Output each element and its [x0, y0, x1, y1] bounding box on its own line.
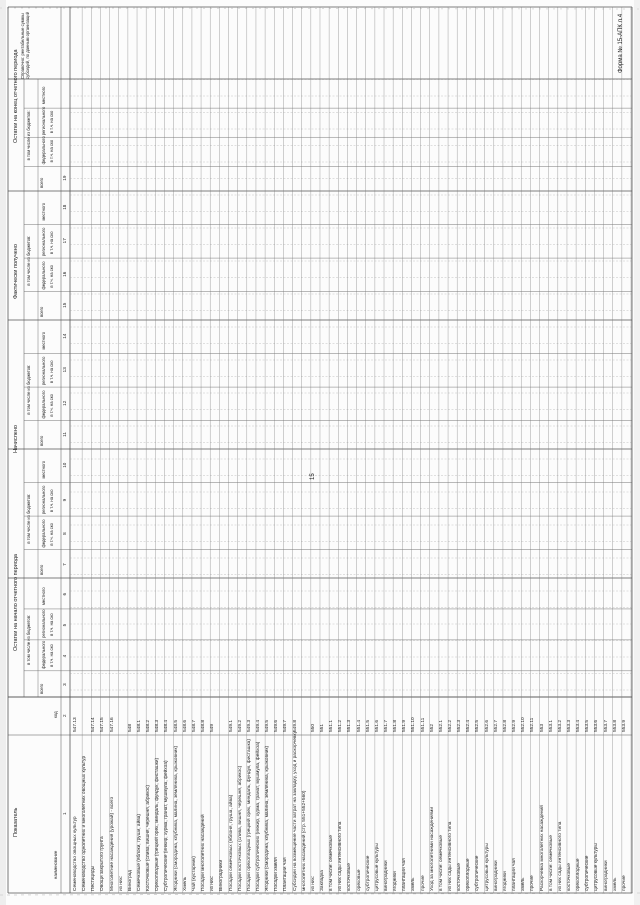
column-number: 1	[62, 812, 67, 815]
row-code: 548.8	[201, 719, 207, 732]
subheader-federal: федерального	[41, 519, 46, 548]
row-code: 548.4	[164, 719, 170, 732]
row-code: 549.3	[246, 719, 252, 732]
row-label: Косточковые (слива, вишня, черешня, абрикос)	[146, 784, 152, 891]
row-label: Посадки многолетних насаждений	[201, 814, 207, 891]
row-label: в том числе: семечковые	[548, 835, 554, 891]
row-label: цитрусовые культуры	[594, 843, 600, 891]
subheader-regional: регионального	[41, 227, 46, 257]
subheader-total: всего	[39, 435, 44, 446]
row-code: 551.6	[374, 719, 380, 732]
row-code: 553	[539, 723, 545, 732]
subheader-incl-co: в т.ч. на ско	[49, 139, 54, 163]
row-label: Ягодники (смородина, клубника, малина, земляника, крыжовник)	[265, 745, 271, 891]
subheader-federal: федерального	[41, 136, 46, 165]
subheader-incl-budgets: в том числе из бюджетов:	[26, 235, 31, 286]
row-label: Семеноводство овощных культур	[73, 816, 78, 891]
row-code: 548.6	[182, 719, 188, 732]
row-label: многолетних насаждений (стр. 551+552+560)	[301, 790, 307, 891]
row-code: 550	[310, 723, 316, 732]
subheader-incl-co: в т.ч. на ско	[49, 360, 54, 384]
subheader-local: местного	[41, 331, 46, 350]
row-code: 553.3	[566, 719, 572, 732]
column-number: 16	[62, 271, 67, 277]
subheader-incl-co: в т.ч. на ско	[49, 394, 54, 417]
subheader-incl-co: в т.ч. на ско	[49, 523, 54, 546]
row-label: субтропические	[585, 855, 591, 891]
column-number: 6	[62, 592, 67, 596]
subheader-regional: регионального	[41, 485, 46, 515]
row-code: 553.8	[612, 719, 618, 732]
row-code: 551	[319, 723, 325, 732]
row-label: Плантации чая	[283, 857, 289, 891]
column-number: 14	[62, 333, 67, 339]
column-number: 9	[62, 498, 67, 502]
column-number: 8	[62, 532, 67, 535]
row-label: Закладка	[319, 870, 325, 891]
row-code: 548.3	[155, 719, 161, 732]
row-code: 548.7	[191, 719, 197, 732]
subheader-incl-co: в т.ч. на ско	[49, 644, 54, 667]
row-code: 552.8	[502, 719, 508, 732]
subheader-local: местного	[41, 587, 46, 605]
row-code: 553.2	[557, 719, 563, 732]
row-code: 551.2	[338, 719, 344, 732]
row-code: 551.7	[384, 719, 390, 732]
row-code: 548.5	[173, 719, 179, 732]
row-label: хмель	[521, 877, 527, 891]
row-label: Раскорчевка многолетних насаждений	[539, 805, 545, 891]
form-title: Форма № 15-АПК л.4	[618, 13, 624, 73]
column-number: 2	[62, 714, 67, 717]
row-code: 548.1	[137, 719, 143, 732]
row-label: из них сады интенсивного типа	[448, 821, 454, 891]
header-balance-start: Остатки на начало отчетного периода	[13, 554, 19, 651]
row-code: 552.6	[484, 719, 490, 732]
row-code: 549.5	[265, 719, 271, 732]
column-number: 10	[62, 462, 67, 468]
row-label: Ягодники (смородина, клубника, малина, земляника, крыжовник)	[173, 745, 179, 891]
row-label: Овощи закрытого грунта	[100, 836, 106, 891]
row-code: 551.10	[411, 717, 417, 732]
row-code: 552.11	[530, 717, 536, 732]
row-label: Посадки орехоплодных (грецкий орех, миндаль, фундук, фисташка)	[246, 739, 252, 891]
subheader-total: всего	[39, 683, 44, 694]
row-label: прочие	[621, 875, 627, 891]
row-code: 553.9	[621, 719, 627, 732]
header-name: наименование	[53, 850, 58, 879]
row-label: виноградники	[384, 860, 390, 891]
row-label: из них:	[210, 875, 216, 891]
subheader-local: местного	[41, 460, 46, 479]
column-number: 5	[62, 623, 67, 627]
row-label: хмель	[612, 877, 618, 891]
row-code: 551.8	[393, 719, 399, 732]
row-label: косточковые	[347, 863, 353, 891]
column-number: 13	[62, 367, 67, 373]
row-label: Виноградники	[219, 859, 225, 891]
header-balance-end: Остатки на конец отчетного периода	[13, 49, 19, 143]
subheader-local: местного	[41, 86, 46, 105]
header-received: Фактически получено	[13, 244, 19, 299]
row-code: 551.1	[329, 719, 335, 732]
subheader-federal: федерального	[41, 390, 46, 419]
row-label: Пестициды	[91, 865, 97, 891]
subheader-local: местного	[41, 202, 46, 221]
row-label: Семеноводство однолетних и многолетних овощных культур	[82, 755, 88, 891]
row-label: Посадки косточковых (слива, вишня, черешня, абрикос)	[237, 765, 243, 891]
row-code: 549.6	[274, 719, 280, 732]
subheader-incl-budgets: в том числе из бюджетов:	[26, 364, 31, 415]
row-label: в том числе: семечковые	[438, 835, 444, 891]
row-code: 551.4	[356, 719, 362, 732]
row-label: Субсидии на возмещение части затрат на закладку, уход и раскорчевку	[292, 731, 298, 891]
header-indicator: Показатель	[13, 807, 19, 837]
subheader-incl-budgets: в том числе из бюджетов:	[26, 614, 31, 665]
row-label: хмель	[411, 877, 417, 891]
subheader-total: всего	[39, 177, 44, 188]
row-label: из них:	[118, 875, 124, 891]
row-label: Посадки хмеля	[274, 857, 280, 891]
row-code: 549.1	[228, 719, 234, 732]
row-label: субтропические	[365, 855, 371, 891]
subheader-total: всего	[39, 306, 44, 317]
row-label: ореховые	[356, 869, 362, 891]
row-label: Семечковые (яблоки, груши, айва)	[137, 813, 143, 891]
row-code: 547.14	[91, 717, 97, 732]
row-code: 552.5	[475, 719, 481, 732]
row-code: 552	[429, 723, 435, 732]
row-code: 551.11	[420, 717, 426, 732]
subheader-incl-budgets: в том числе из бюджетов:	[26, 110, 31, 161]
row-code: 553.6	[594, 719, 600, 732]
row-code: 552.10	[521, 717, 527, 732]
row-label: орехоплодные	[576, 858, 582, 891]
row-label: прочие	[530, 875, 536, 891]
row-code: 552.2	[448, 719, 454, 732]
column-number: 17	[62, 238, 67, 244]
subheader-total: всего	[39, 564, 44, 575]
column-number: 18	[62, 204, 67, 210]
row-code: 548.2	[146, 719, 152, 732]
subheader-regional: регионального	[41, 609, 46, 638]
row-label: субтропические	[475, 855, 481, 891]
column-number: 7	[62, 563, 67, 566]
row-code: 548	[127, 723, 133, 732]
row-label: косточковые	[457, 863, 463, 891]
subheader-federal: федерального	[41, 640, 46, 669]
column-number: 3	[62, 683, 67, 686]
column-number: 11	[62, 432, 67, 437]
subheader-incl-co: в т.ч. на ско	[49, 231, 54, 255]
row-code: 549	[210, 723, 216, 732]
page-number: 15	[310, 473, 316, 480]
row-code: 549.7	[283, 719, 289, 732]
row-label: плантации чая	[402, 858, 408, 891]
row-label: Чай (кустарник)	[191, 856, 197, 891]
row-label: Посадки семечковых (яблоня, груша, айва)	[228, 794, 234, 891]
row-label: Виноград	[127, 869, 133, 891]
row-label: Уход за многолетними насаждениями	[429, 807, 435, 891]
row-code: 553.1	[548, 719, 554, 732]
row-code: 547.16	[109, 717, 115, 732]
subheader-incl-co: в т.ч. на ско	[49, 110, 54, 134]
row-label: Посадки субтропических (инжир, хурма, гранат, мушмула, фейхоа)	[255, 741, 261, 891]
row-label: ягодники	[393, 871, 399, 891]
subheader-regional: регионального	[41, 356, 46, 386]
row-code: 547.13	[73, 717, 78, 732]
row-code: 551.3	[347, 719, 353, 732]
column-number: 12	[62, 400, 67, 406]
row-label: плантации чая	[512, 858, 518, 891]
row-label: из них:	[310, 875, 316, 891]
subheader-federal: федерального	[41, 261, 46, 290]
subheader-incl-co: в т.ч. на ско	[49, 265, 54, 288]
row-code: 549.4	[255, 719, 261, 732]
subheader-regional: регионального	[41, 106, 46, 136]
row-label: косточковые	[566, 863, 572, 891]
row-code: 553.4	[576, 719, 582, 732]
subheader-incl-co: в т.ч. на ско	[49, 489, 54, 513]
header-accrued: Начислено	[13, 425, 19, 453]
row-code: 552.9	[512, 719, 518, 732]
row-label: виноградники	[493, 860, 499, 891]
row-label: ягодники	[502, 871, 508, 891]
row-code: 552.4	[466, 719, 472, 732]
row-code: 551.5	[365, 719, 371, 732]
row-code: 553.7	[603, 719, 609, 732]
row-label: виноградники	[603, 860, 609, 891]
row-code: 552.1	[438, 719, 444, 732]
row-label: из них сады интенсивного типа	[557, 821, 563, 891]
row-label: Хмель	[182, 876, 188, 891]
row-label: из них сады интенсивного типа	[338, 821, 344, 891]
header-reference: Справочно: рентабельные суммы субсидий, по данным организаций	[20, 11, 31, 79]
row-label: Субтропические (инжир, хурма, гранат, мушмула, фейхоа)	[164, 760, 170, 891]
column-number: 15	[62, 302, 67, 308]
column-number: 4	[62, 654, 67, 658]
row-code: 549.2	[237, 719, 243, 732]
subheader-incl-budgets: в том числе из бюджетов:	[26, 493, 31, 544]
row-code: 553.5	[585, 719, 591, 732]
row-code: 552.7	[493, 719, 499, 732]
subheader-incl-co: в т.ч. на ско	[49, 613, 54, 636]
row-label: прочие	[420, 875, 426, 891]
header-code: код	[53, 711, 58, 718]
row-code: 552.3	[457, 719, 463, 732]
row-label: в том числе: семечковые	[329, 835, 335, 891]
row-label: Орехоплодные (грецкий орех, миндаль, фундук, фисташки)	[155, 757, 161, 891]
row-code: 549.8	[292, 719, 298, 732]
row-label: Многолетние насаждения (урожай) - всего	[109, 796, 115, 891]
row-code: 551.9	[402, 719, 408, 732]
column-number: 19	[62, 175, 67, 181]
row-code: 547.15	[100, 717, 106, 732]
row-label: цитрусовые культуры	[374, 843, 380, 891]
row-label: орехоплодные	[466, 858, 472, 891]
row-label: цитрусовые культуры	[484, 843, 490, 891]
